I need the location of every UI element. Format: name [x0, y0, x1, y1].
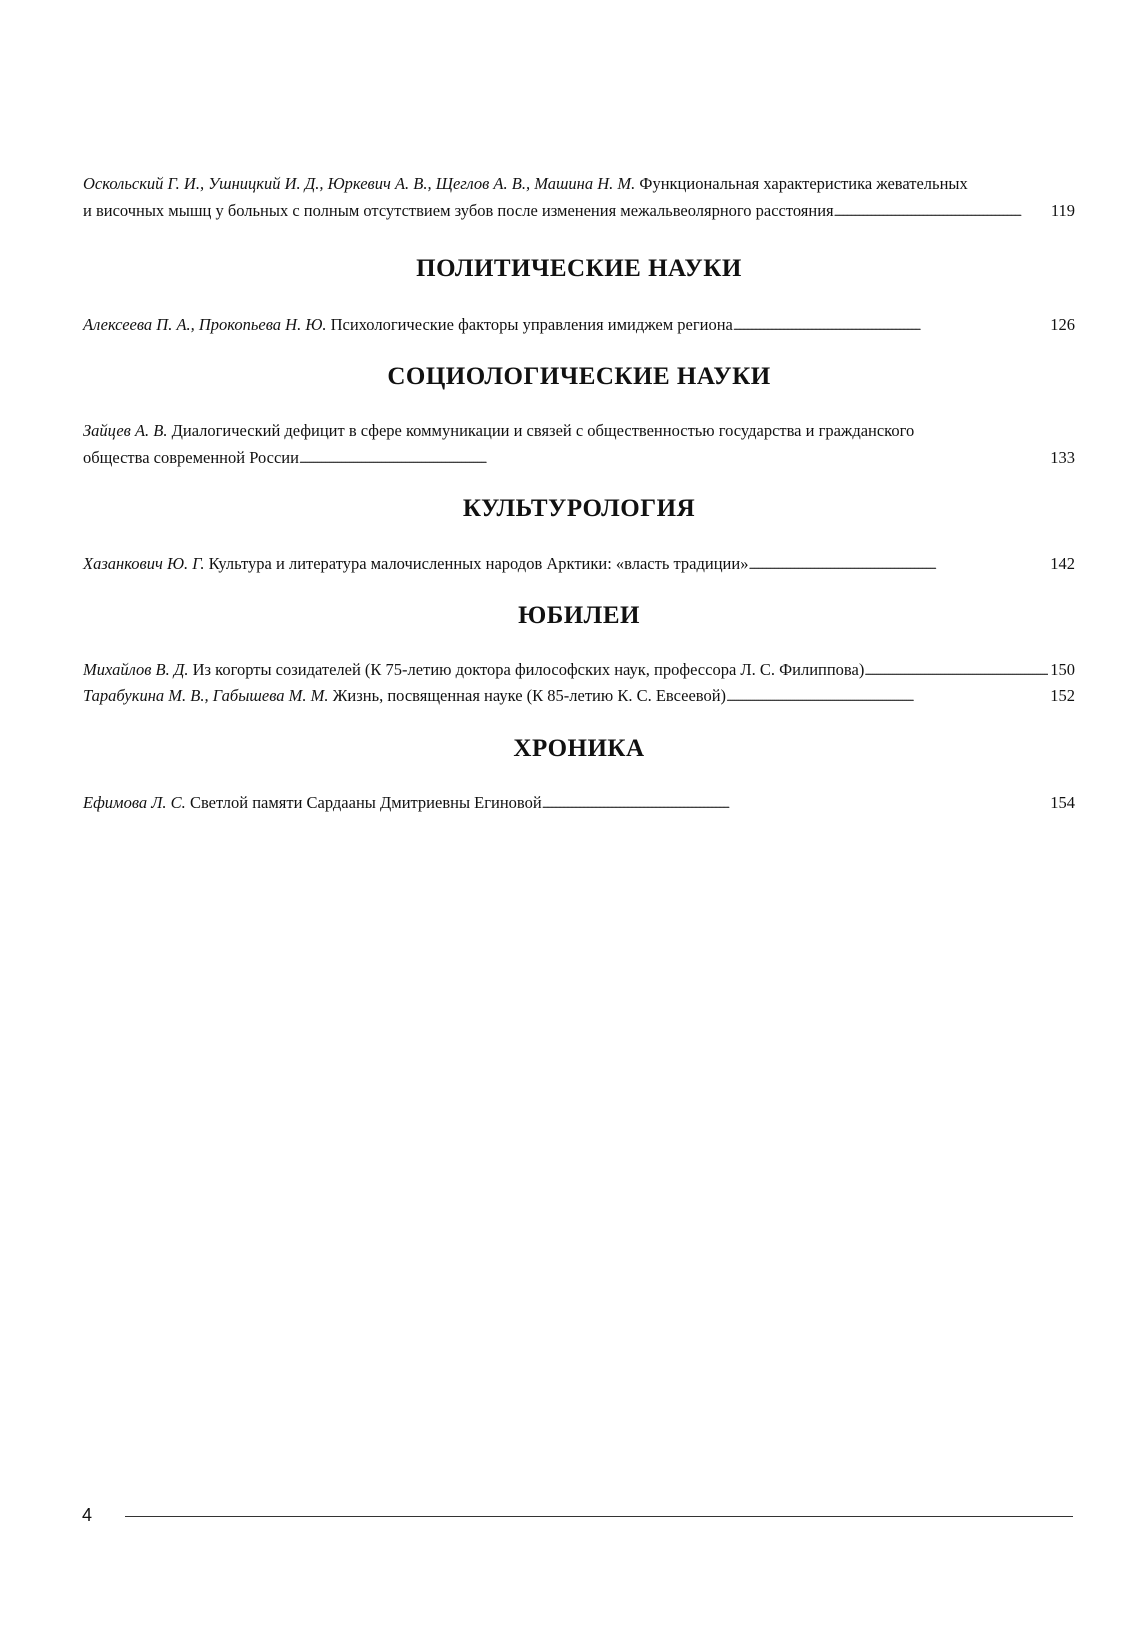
toc-entry-page: 119: [1050, 201, 1075, 220]
toc-entry-authors: Зайцев А. В.: [83, 421, 168, 440]
dot-leader: [299, 444, 1048, 473]
dot-leader: [726, 682, 1048, 711]
toc-entry: [83, 417, 1075, 473]
toc-entry-text: [83, 789, 542, 816]
page-number: 4: [82, 1505, 93, 1525]
dot-leader: [542, 789, 1049, 818]
section-heading-anniversaries: ЮБИЛЕИ: [518, 602, 640, 629]
toc-entry: [83, 311, 1075, 340]
dot-leader: [733, 311, 1048, 340]
section-heading-culturology: КУЛЬТУРОЛОГИЯ: [462, 495, 696, 522]
toc-entry-authors: Ефимова Л. С.: [83, 793, 186, 812]
toc-entry-text: [83, 550, 748, 577]
toc-entry-first-line: [83, 417, 1075, 444]
toc-entry-line: [83, 550, 1075, 579]
toc-entry-title: Функциональная характеристика жевательных: [639, 174, 968, 193]
toc-entry-last-line: [83, 444, 1075, 473]
section-heading-sociology: СОЦИОЛОГИЧЕСКИЕ НАУКИ: [387, 363, 771, 390]
toc-entry-line: [83, 789, 1075, 818]
toc-entry-title-cont: и височных мышц у больных с полным отсутствием зубов после изменения межальвеолярного расстояния: [83, 201, 834, 220]
toc-entry-title: Жизнь, посвященная науке (К 85-летию К. С. Евсеевой): [332, 686, 727, 705]
toc-entry: [83, 656, 1075, 685]
toc-entry-line: [83, 682, 1075, 711]
toc-entry-authors: Оскольский Г. И., Ушницкий И. Д., Юркевич А. В., Щеглов А. В., Машина Н. М.: [83, 174, 636, 193]
section-heading-chronicle: ХРОНИКА: [513, 735, 645, 762]
dot-leader: [864, 656, 1048, 685]
toc-entry-authors: Михайлов В. Д.: [83, 660, 189, 679]
toc-entry-title: Диалогический дефицит в сфере коммуникации и связей с общественностью государства и гражданского: [171, 421, 915, 440]
toc-entry: [83, 682, 1075, 711]
toc-entry: [83, 789, 1075, 818]
footer-rule: [125, 1516, 1073, 1517]
toc-entry-page: 142: [1050, 554, 1075, 573]
table-of-contents: [83, 170, 1075, 818]
toc-entry-title: Культура и литература малочисленных народов Арктики: «власть традиции»: [208, 554, 749, 573]
toc-entry-last-line: [83, 197, 1075, 226]
toc-entry-title-cont: общества современной России: [83, 448, 299, 467]
toc-entry-page: 126: [1050, 315, 1075, 334]
toc-entry-title: Психологические факторы управления имиджем региона: [330, 315, 733, 334]
dot-leader: [834, 197, 1049, 226]
toc-entry-authors: Алексеева П. А., Прокопьева Н. Ю.: [83, 315, 327, 334]
section-heading-political: ПОЛИТИЧЕСКИЕ НАУКИ: [416, 255, 742, 282]
toc-entry-title: Светлой памяти Сардааны Дмитриевны Егиновой: [189, 793, 542, 812]
toc-entry-text: [83, 682, 726, 709]
toc-entry-line: [83, 656, 1075, 685]
toc-entry-authors: Хазанкович Ю. Г.: [83, 554, 205, 573]
toc-entry-title: Из когорты созидателей (К 75-летию доктора философских наук, профессора Л. С. Филиппова): [192, 660, 865, 679]
toc-entry-page: 154: [1050, 793, 1075, 812]
dot-leader: [748, 550, 1048, 579]
toc-entry: [83, 170, 1075, 226]
toc-entry-first-line: [83, 170, 1075, 197]
toc-entry: [83, 550, 1075, 579]
toc-entry-page: 152: [1050, 686, 1075, 705]
toc-entry-authors: Тарабукина М. В., Габышева М. М.: [83, 686, 329, 705]
toc-entry-page: 150: [1050, 660, 1075, 679]
toc-entry-text: [83, 656, 864, 683]
toc-entry-page: 133: [1050, 448, 1075, 467]
toc-entry-line: [83, 311, 1075, 340]
toc-entry-text: [83, 311, 733, 338]
